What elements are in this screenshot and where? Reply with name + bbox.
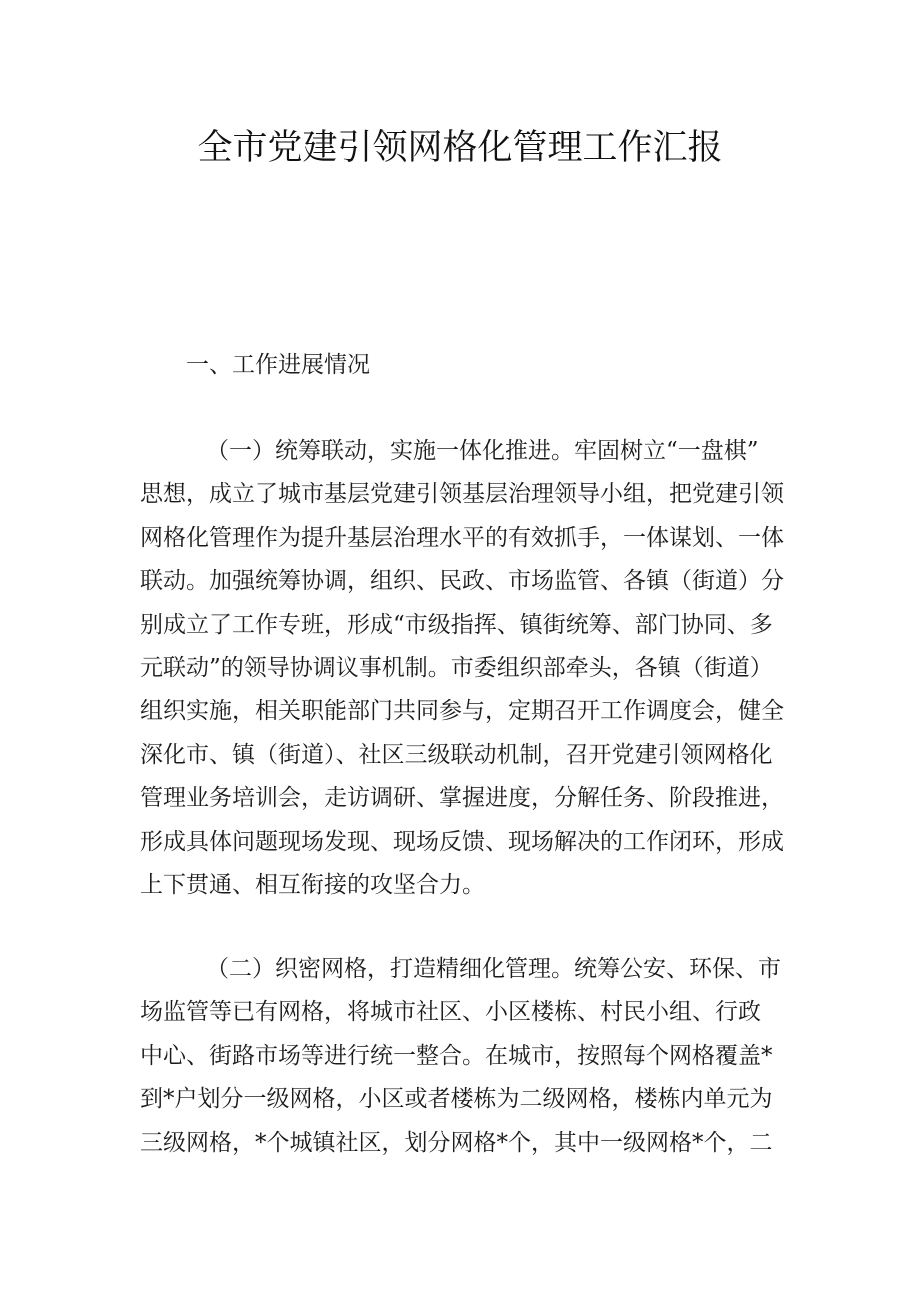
paragraph-line: 中心、街路市场等进行统一整合。在城市，按照每个网格覆盖* — [140, 1042, 773, 1069]
paragraph-line: 元联动”的领导协调议事机制。市委组织部牵头，各镇（街道） — [140, 655, 773, 682]
paragraph-line: 深化市、镇（街道）、社区三级联动机制，召开党建引领网格化 — [140, 741, 773, 768]
paragraph-2 — [140, 948, 800, 1165]
paragraph-line: 组织实施，相关职能部门共同参与，定期召开工作调度会，健全 — [140, 698, 784, 725]
paragraph-line: 上下贯通、相互衔接的攻坚合力。 — [140, 872, 485, 899]
paragraph-line: 网格化管理作为提升基层治理水平的有效抓手，一体谋划、一体 — [140, 524, 784, 551]
paragraph-line: 思想，成立了城市基层党建引领基层治理领导小组，把党建引领 — [140, 481, 784, 508]
paragraph-line: 联动。加强统筹协调，组织、民政、市场监管、各镇（街道）分 — [140, 568, 784, 595]
paragraph-line: 别成立了工作专班，形成“市级指挥、镇街统筹、部门协同、多 — [140, 611, 773, 638]
section-heading: 一、工作进展情况 — [186, 352, 370, 378]
paragraph-line: 形成具体问题现场发现、现场反馈、现场解决的工作闭环，形成 — [140, 828, 784, 855]
paragraph-line: （二）织密网格，打造精细化管理。统筹公安、环保、市 — [206, 956, 781, 982]
paragraph-line: 到*户划分一级网格，小区或者楼栋为二级网格，楼栋内单元为 — [140, 1086, 773, 1113]
paragraph-line: （一）统筹联动，实施一体化推进。牢固树立“一盘棋” — [206, 438, 759, 464]
paragraph-1 — [140, 430, 800, 907]
paragraph-line: 场监管等已有网格，将城市社区、小区楼栋、村民小组、行政 — [140, 999, 761, 1026]
document-title: 全市党建引领网格化管理工作汇报 — [197, 128, 723, 168]
paragraph-line: 管理业务培训会，走访调研、掌握进度，分解任务、阶段推进， — [140, 785, 784, 812]
paragraph-line: 三级网格，*个城镇社区，划分网格*个，其中一级网格*个，二 — [140, 1129, 773, 1156]
